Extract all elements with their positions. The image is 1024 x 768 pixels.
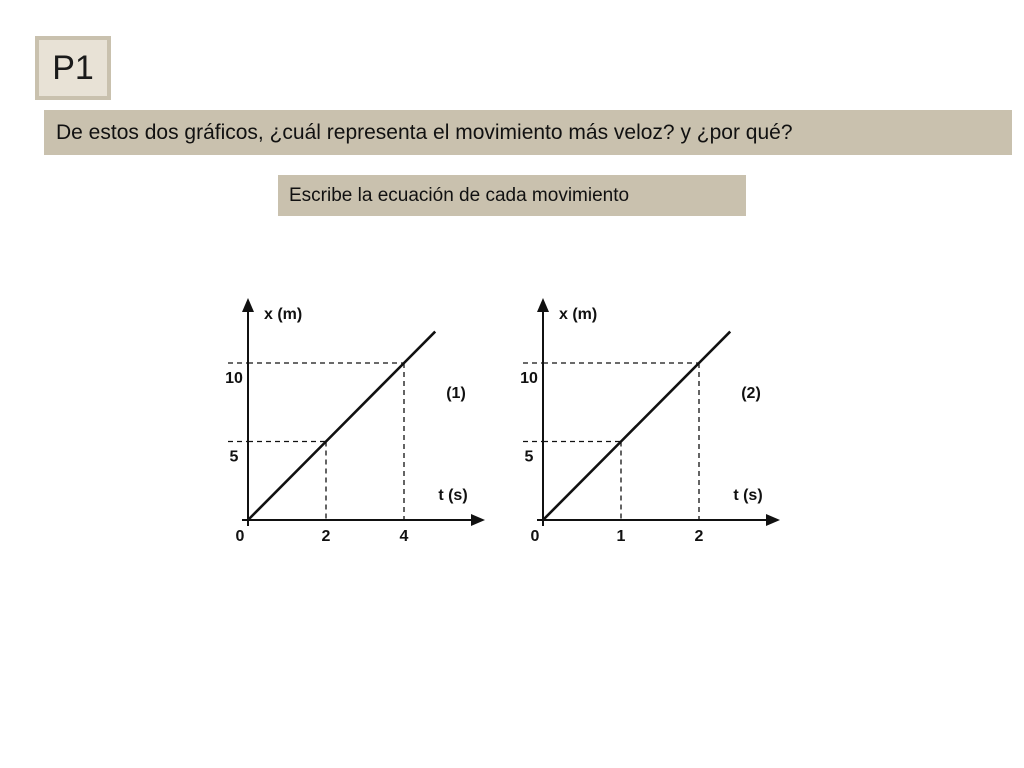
y-tick-label: 5 bbox=[229, 448, 239, 466]
series-line bbox=[543, 332, 730, 520]
x-tick-label: 1 bbox=[616, 528, 626, 545]
y-axis-arrow bbox=[242, 298, 254, 312]
chart-tag: (2) bbox=[741, 385, 761, 402]
origin-label: 0 bbox=[235, 528, 245, 545]
question-box bbox=[44, 110, 1012, 155]
origin-label: 0 bbox=[530, 528, 540, 545]
series-line bbox=[248, 332, 435, 520]
x-tick-label: 2 bbox=[694, 528, 704, 545]
chart-1 bbox=[215, 290, 495, 550]
y-axis-label: x (m) bbox=[264, 306, 303, 323]
slide-number: P1 bbox=[52, 48, 94, 87]
y-axis-label: x (m) bbox=[559, 306, 598, 323]
y-tick-label: 10 bbox=[520, 370, 538, 387]
x-axis-arrow bbox=[766, 514, 780, 526]
y-tick-label: 10 bbox=[225, 370, 243, 387]
subquestion-text: Escribe la ecuación de cada movimiento bbox=[289, 184, 630, 206]
x-axis-label: t (s) bbox=[438, 487, 468, 504]
x-tick-label: 4 bbox=[399, 528, 409, 545]
x-axis-arrow bbox=[471, 514, 485, 526]
y-axis-arrow bbox=[537, 298, 549, 312]
chart-2 bbox=[510, 290, 790, 550]
y-tick-label: 5 bbox=[524, 448, 534, 466]
x-tick-label: 2 bbox=[321, 528, 331, 545]
subquestion-box bbox=[278, 175, 746, 216]
slide-number-badge bbox=[35, 36, 111, 100]
chart-tag: (1) bbox=[446, 385, 466, 402]
x-axis-label: t (s) bbox=[733, 487, 763, 504]
question-text: De estos dos gráficos, ¿cuál representa el movimiento más veloz? y ¿por qué? bbox=[56, 120, 793, 144]
